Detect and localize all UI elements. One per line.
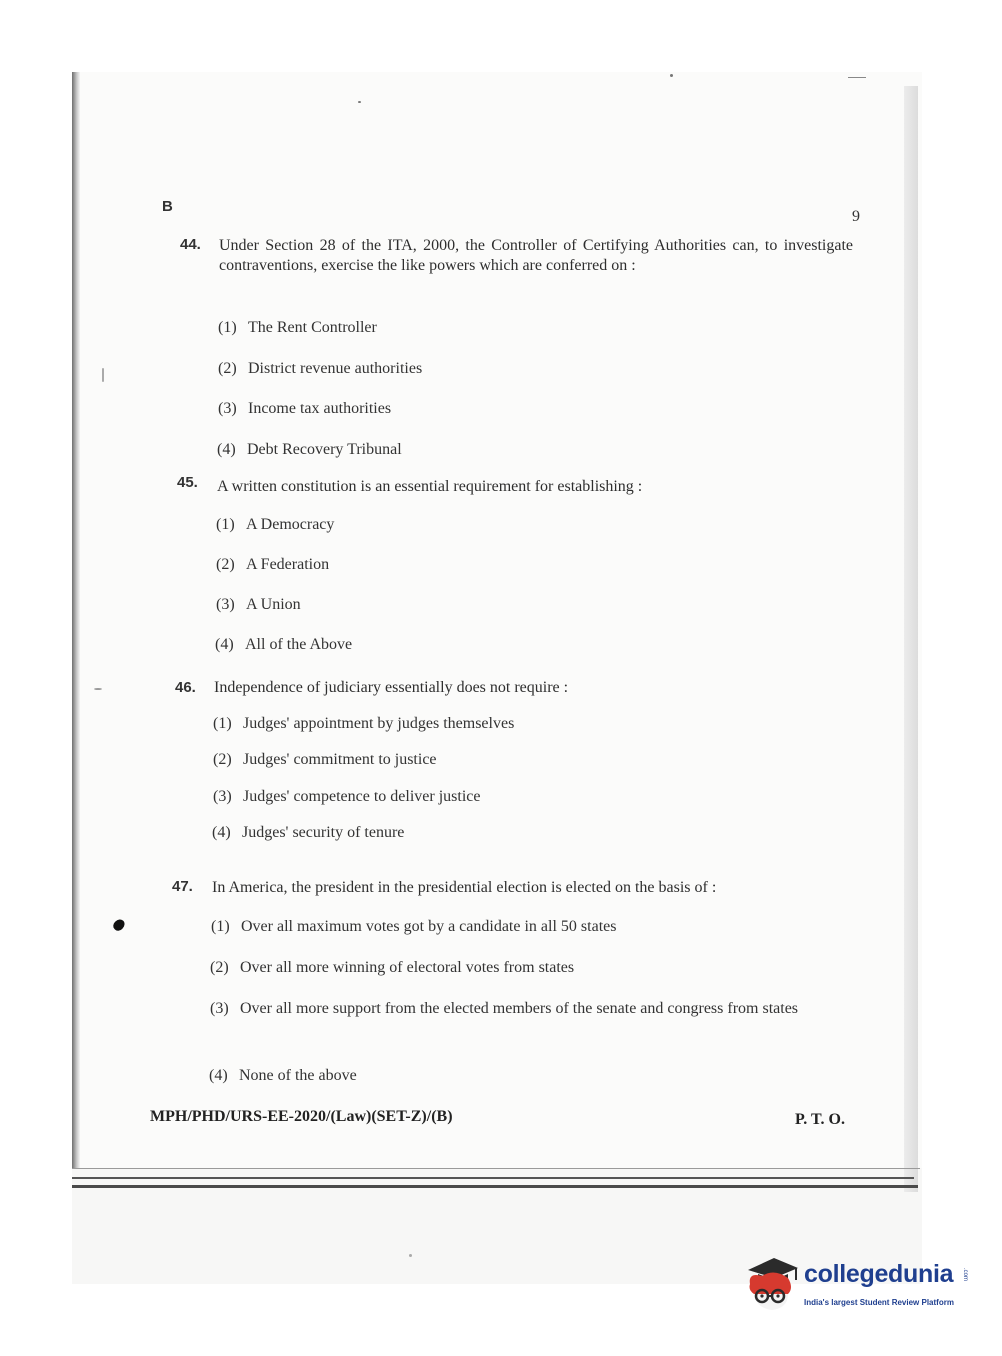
option-number: (2) [213,751,232,768]
section-letter: B [162,198,173,215]
logo-wordmark: collegedunia [804,1260,954,1288]
question-number: 44. [180,236,201,253]
option-number: (2) [218,360,237,377]
scan-speck [358,101,361,103]
option-text: A Federation [246,556,330,573]
option [218,318,377,338]
option-number: (4) [209,1067,228,1084]
question-text: Independence of judiciary essentially does not require : [214,679,569,696]
question-number: 45. [177,474,198,491]
option-number: (3) [216,596,235,613]
pto-label: P. T. O. [795,1111,845,1128]
option-number: (4) [212,824,231,841]
page-edge-line [72,1177,914,1179]
option-number: (2) [216,556,235,573]
scan-speck [94,688,102,690]
option-text: None of the above [239,1067,357,1084]
paper-code: MPH/PHD/URS-EE-2020/(Law)(SET-Z)/(B) [150,1108,453,1125]
question-text: Under Section 28 of the ITA, 2000, the Controller of Certifying Authorities can, to investigate contraventions, exercise the like powers which are conferred on : [219,237,853,274]
option [212,823,404,843]
option-number: (1) [216,516,235,533]
option-number: (3) [218,400,237,417]
option [209,1066,357,1086]
option-text: Over all more winning of electoral votes from states [240,959,575,976]
option-text: The Rent Controller [248,319,377,336]
question-number: 47. [172,878,193,895]
option [215,635,352,655]
page-edge-line-lower [72,1185,918,1188]
option [218,399,391,419]
option-text: Debt Recovery Tribunal [247,441,402,458]
option [211,917,616,937]
option [218,359,422,379]
scan-speck [409,1254,412,1257]
question-text: A written constitution is an essential requirement for establishing : [217,478,643,495]
option-text: A Union [246,596,301,613]
option [210,999,844,1019]
page-fold-line [72,1168,920,1169]
option-text: Judges' competence to deliver justice [243,788,481,805]
question-text: In America, the president in the presidential election is elected on the basis of : [212,879,717,896]
option-text: District revenue authorities [248,360,423,377]
option [213,787,480,807]
page-left-edge-shadow [72,72,80,1284]
question-number: 46. [175,679,196,696]
logo-tld: .com [962,1268,968,1282]
option-text: Income tax authorities [248,400,392,417]
option-text: Judges' appointment by judges themselves [243,715,515,732]
page-right-edge [904,86,918,1192]
option [216,555,329,575]
logo-tagline: India's largest Student Review Platform [804,1298,954,1307]
option-text: Over all more support from the elected members of the senate and congress from states [240,1000,799,1017]
collegedunia-logo [744,1254,976,1314]
option-number: (1) [213,715,232,732]
option [213,714,514,734]
option-number: (2) [210,959,229,976]
option [210,958,574,978]
option-number: (1) [218,319,237,336]
option-number: (3) [213,788,232,805]
option-number: (4) [215,636,234,653]
option [216,515,334,535]
scan-speck [102,368,104,382]
option-text: All of the Above [245,636,353,653]
option [213,750,437,770]
option [217,440,402,460]
option [216,595,301,615]
option-text: Judges' commitment to justice [243,751,437,768]
option-text: Judges' security of tenure [242,824,405,841]
option-text: Over all maximum votes got by a candidate in all 50 states [241,918,617,935]
option-number: (3) [210,1000,229,1017]
scan-speck [670,74,673,77]
page-number: 9 [852,208,860,225]
top-edge-mark [848,77,866,78]
mascot-icon [744,1254,800,1312]
option-text: A Democracy [246,516,335,533]
option-number: (1) [211,918,230,935]
option-number: (4) [217,441,236,458]
